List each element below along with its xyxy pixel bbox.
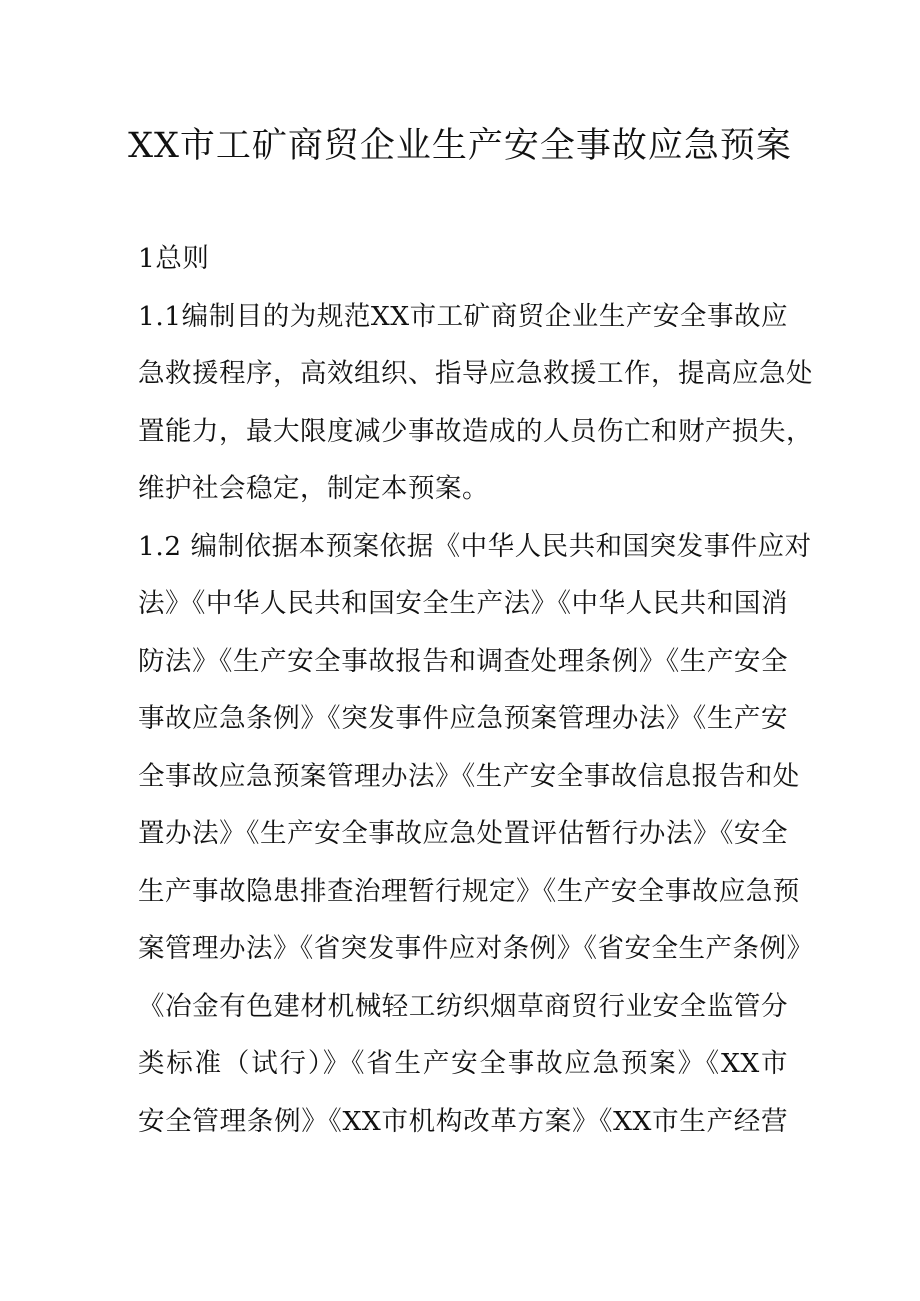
paragraph-line: 安全管理条例》《XX市机构改革方案》《XX市生产经营 <box>138 1105 788 1137</box>
paragraph-line: 事故应急条例》《突发事件应急预案管理办法》《生产安 <box>138 703 788 734</box>
paragraph-line: 置办法》《生产安全事故应急处置评估暂行办法》《安全 <box>138 818 788 849</box>
document-title: XX市工矿商贸企业生产安全事故应急预案 <box>128 126 792 166</box>
paragraph-line: 案管理办法》《省突发事件应对条例》《省安全生产条例》 <box>138 933 814 964</box>
paragraph-line: 全事故应急预案管理办法》《生产安全事故信息报告和处 <box>138 760 800 792</box>
paragraph-line: 1.1编制目的为规范XX市工矿商贸企业生产安全事故应 <box>138 300 788 332</box>
paragraph-line: 1.2 编制依据本预案依据《中华人民共和国突发事件应对 <box>138 530 812 562</box>
paragraph-line: 急救援程序，高效组织、指导应急救援工作，提高应急处 <box>138 358 813 389</box>
section-heading: 1总则 <box>138 243 210 274</box>
paragraph-line: 法》《中华人民共和国安全生产法》《中华人民共和国消 <box>138 588 788 619</box>
paragraph-line: 防法》《生产安全事故报告和调查处理条例》《生产安全 <box>138 645 788 677</box>
paragraph-line: 生产事故隐患排查治理暂行规定》《生产安全事故应急预 <box>138 875 800 907</box>
paragraph-line: 置能力，最大限度减少事故造成的人员伤亡和财产损失， <box>138 415 813 447</box>
paragraph-line: 维护社会稳定，制定本预案。 <box>138 473 489 504</box>
paragraph-line: 《冶金有色建材机械轻工纺织烟草商贸行业安全监管分 <box>138 990 788 1022</box>
paragraph-line: 类标准（试行）》《省生产安全事故应急预案》《XX市 <box>138 1048 788 1079</box>
document-body <box>138 230 814 1150</box>
